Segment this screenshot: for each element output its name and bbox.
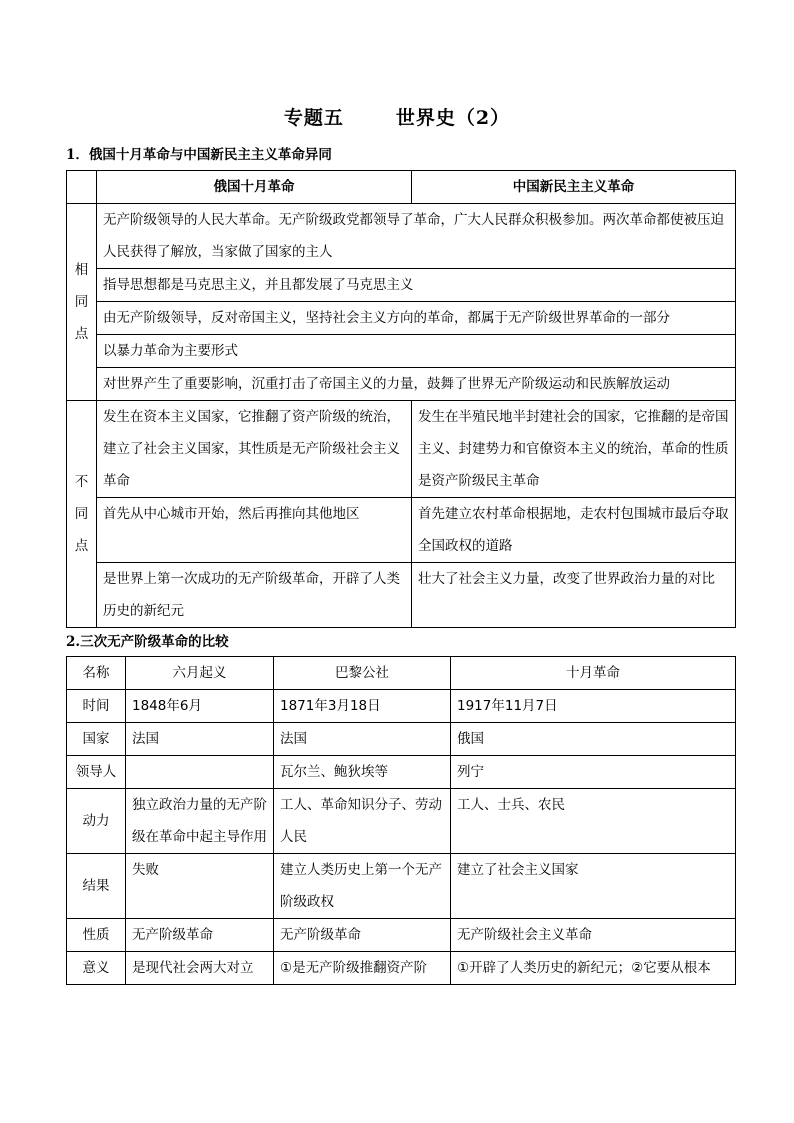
label-char: 同 [74, 506, 89, 522]
table-row [67, 756, 736, 789]
table-row [67, 368, 736, 401]
cell-october-revolution: 俄国 [451, 723, 736, 756]
cell-october-revolution: 建立了社会主义国家 [451, 854, 736, 919]
table-header-row [67, 171, 736, 204]
cell-paris-commune: 无产阶级革命 [274, 919, 451, 952]
row-label: 意义 [67, 952, 126, 985]
table-row [67, 269, 736, 302]
title-part-2: 世界史（2） [395, 107, 511, 129]
same-point-cell: 指导思想都是马克思主义，并且都发展了马克思主义 [97, 269, 736, 302]
cell-june-uprising [126, 756, 274, 789]
section-1-heading: 1．俄国十月革命与中国新民主主义革命异同 [66, 147, 332, 163]
same-point-cell: 对世界产生了重要影响，沉重打击了帝国主义的力量，鼓舞了世界无产阶级运动和民族解放运动 [97, 368, 736, 401]
comparison-table-2 [66, 656, 736, 985]
table-row [67, 498, 736, 563]
header-october-revolution: 十月革命 [451, 657, 736, 690]
cell-october-revolution: ①开辟了人类历史的新纪元；②它要从根本 [451, 952, 736, 985]
table-row [67, 723, 736, 756]
cell-june-uprising: 无产阶级革命 [126, 919, 274, 952]
label-char: 点 [74, 538, 89, 554]
cell-june-uprising: 独立政治力量的无产阶级在革命中起主导作用 [126, 789, 274, 854]
table-row [67, 952, 736, 985]
cell-paris-commune: ①是无产阶级推翻资产阶 [274, 952, 451, 985]
cell-paris-commune: 工人、革命知识分子、劳动人民 [274, 789, 451, 854]
diff-cell-october: 发生在资本主义国家，它推翻了资产阶级的统治，建立了社会主义国家，其性质是无产阶级社会主义革命 [97, 401, 412, 498]
header-name: 名称 [67, 657, 126, 690]
table-row [67, 919, 736, 952]
comparison-table-1 [66, 170, 736, 628]
cell-paris-commune: 1871年3月18日 [274, 690, 451, 723]
cell-october-revolution: 列宁 [451, 756, 736, 789]
header-new-democratic-revolution: 中国新民主主义革命 [412, 171, 736, 204]
cell-june-uprising: 失败 [126, 854, 274, 919]
table-row [67, 204, 736, 269]
table-row [67, 302, 736, 335]
corner-cell [67, 171, 97, 204]
cell-october-revolution: 工人、士兵、农民 [451, 789, 736, 854]
cell-paris-commune: 瓦尔兰、鲍狄埃等 [274, 756, 451, 789]
table-row [67, 401, 736, 498]
label-char: 不 [74, 474, 89, 490]
page-title [0, 103, 794, 130]
cell-june-uprising: 是现代社会两大对立 [126, 952, 274, 985]
table-row [67, 563, 736, 628]
cell-october-revolution: 无产阶级社会主义革命 [451, 919, 736, 952]
label-char: 同 [74, 294, 89, 310]
header-october-revolution: 俄国十月革命 [97, 171, 412, 204]
same-point-cell: 无产阶级领导的人民大革命。无产阶级政党都领导了革命，广大人民群众积极参加。两次革命都使被压迫人民获得了解放，当家做了国家的主人 [97, 204, 736, 269]
header-june-uprising: 六月起义 [126, 657, 274, 690]
diff-cell-october: 是世界上第一次成功的无产阶级革命，开辟了人类历史的新纪元 [97, 563, 412, 628]
label-char: 相 [74, 262, 89, 278]
same-point-cell: 以暴力革命为主要形式 [97, 335, 736, 368]
row-label: 结果 [67, 854, 126, 919]
cell-june-uprising: 1848年6月 [126, 690, 274, 723]
diff-cell-china: 首先建立农村革命根据地，走农村包围城市最后夺取全国政权的道路 [412, 498, 736, 563]
table-row [67, 789, 736, 854]
table-row [67, 335, 736, 368]
cell-paris-commune: 法国 [274, 723, 451, 756]
diff-cell-october: 首先从中心城市开始，然后再推向其他地区 [97, 498, 412, 563]
cell-paris-commune: 建立人类历史上第一个无产阶级政权 [274, 854, 451, 919]
table-header-row [67, 657, 736, 690]
header-paris-commune: 巴黎公社 [274, 657, 451, 690]
section-2-heading: 2.三次无产阶级革命的比较 [66, 634, 229, 650]
row-label: 时间 [67, 690, 126, 723]
label-char: 点 [74, 326, 89, 342]
same-point-cell: 由无产阶级领导，反对帝国主义，坚持社会主义方向的革命，都属于无产阶级世界革命的一部分 [97, 302, 736, 335]
title-part-1: 专题五 [283, 107, 344, 129]
cell-october-revolution: 1917年11月7日 [451, 690, 736, 723]
row-label: 动力 [67, 789, 126, 854]
diff-cell-china: 发生在半殖民地半封建社会的国家，它推翻的是帝国主义、封建势力和官僚资本主义的统治，革命的性质是资产阶级民主革命 [412, 401, 736, 498]
row-label: 国家 [67, 723, 126, 756]
row-label: 性质 [67, 919, 126, 952]
same-points-label [67, 204, 97, 401]
table-row [67, 854, 736, 919]
diff-points-label [67, 401, 97, 628]
cell-june-uprising: 法国 [126, 723, 274, 756]
row-label: 领导人 [67, 756, 126, 789]
table-row [67, 690, 736, 723]
diff-cell-china: 壮大了社会主义力量，改变了世界政治力量的对比 [412, 563, 736, 628]
